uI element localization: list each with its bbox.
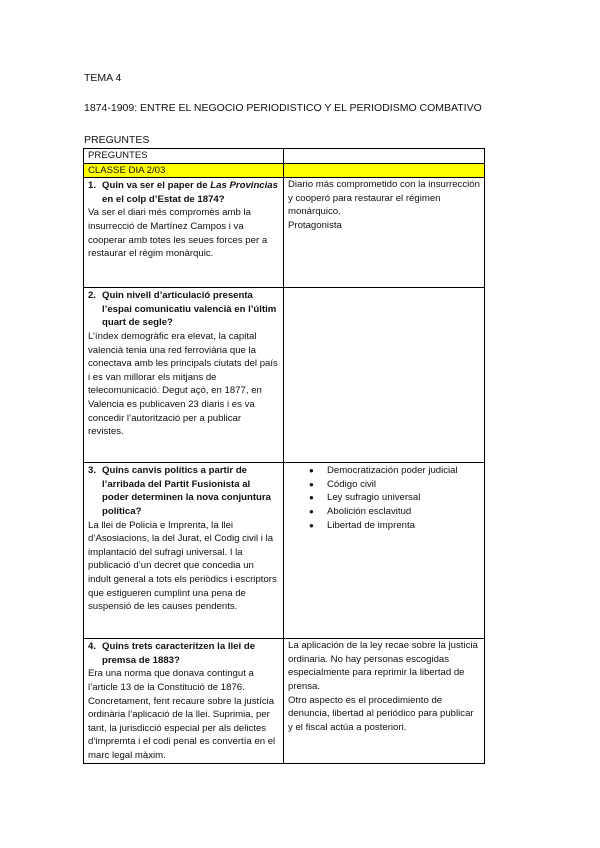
question-heading-4 (88, 639, 279, 667)
table-header-row (84, 149, 485, 164)
note-text: Diario más comprometido con la insurrección y cooperó para restaurar el régimen monárquico. (288, 179, 480, 218)
bullet-item: ● Democratización poder judicial (311, 464, 480, 478)
class-date-empty-cell (284, 163, 485, 178)
table-header-cell: PREGUNTES (84, 149, 284, 164)
question-cell-4 (84, 639, 284, 764)
question-number: 3. (88, 465, 97, 477)
note-text: Otro aspecto es el procedimiento de denuncia, libertad al periódico para publicar y el fiscal actúa a posteriori. (288, 694, 474, 733)
question-number: 1. (88, 180, 97, 192)
question-row-3 (84, 463, 485, 639)
bullet-item: ● Libertad de imprenta (311, 519, 480, 533)
bullet-item: ● Abolición esclavitud (311, 505, 480, 519)
class-date-cell: CLASSE DIA 2/03 (84, 163, 284, 178)
question-cell-2 (84, 288, 284, 463)
question-heading-3 (88, 463, 279, 518)
table-header-empty-cell (284, 149, 485, 164)
class-date-row (84, 163, 485, 178)
bullet-item: ● Código civil (311, 478, 480, 492)
notes-cell-4 (284, 639, 485, 764)
bullet-item: ● Ley sufragio universal (311, 491, 480, 505)
section-heading: PREGUNTES (84, 134, 150, 146)
question-heading-1 (88, 178, 279, 206)
note-text: La aplicación de la ley recae sobre la justicia ordinaria. No hay personas escogidas especialmente para reprimir la libertad de prensa. (288, 640, 478, 692)
question-text: Quin va ser el paper de Las Provincias en el colp d’Estat de 1874? (102, 180, 278, 205)
notes-cell-3 (284, 463, 485, 639)
answer-text: L’índex demogràfic era elevat, la capital valencià tenia una red ferroviària que la conectava amb les principals ciutats del país i es van millorar els mitjans de telecomunicació. Degut açò, en 1877, en Valencia es publicaven 23 diaris i es va concedir l’autorització per a publicar revistes. (88, 330, 278, 438)
question-text: Quin nivell d’articulació presenta l’espai comunicatiu valencià en l’últim quart de segle? (102, 290, 277, 329)
note-text: Protagonista (288, 219, 342, 231)
question-cell-1 (84, 178, 284, 288)
question-number: 4. (88, 641, 97, 653)
tema-title: TEMA 4 (84, 72, 122, 84)
question-heading-2 (88, 288, 279, 330)
question-text: Quins trets caracteritzen la llei de premsa de 1883? (102, 641, 256, 666)
answer-text: Va ser el diari més compromès amb la insurrecció de Martínez Campos i va cooperar amb totes les seues forces per a restaurar el règim monàrquic. (88, 207, 268, 260)
question-row-2 (84, 288, 485, 463)
answer-text: La llei de Policia e Imprenta, la llei d’Asosiacions, la del Jurat, el Codig civil i la implantació del sufragi universal. I la publicació d’un decret que concedia un indult general a tots els periòdics i escriptors que estigueren cumplint una pena de suspensió de les causes pendents. (88, 519, 277, 613)
notes-cell-1 (284, 178, 485, 288)
questions-table (83, 148, 485, 764)
question-cell-3 (84, 463, 284, 639)
question-number: 2. (88, 290, 97, 302)
question-row-4 (84, 639, 485, 764)
question-row-1 (84, 178, 485, 288)
bullet-list (288, 463, 480, 532)
notes-cell-2 (284, 288, 485, 463)
answer-text: Era una norma que donava contingut a l’article 13 de la Constitució de 1876. Concretament, fent recaure sobre la justícia ordinària l’aplicació de la llei. Suprimia, per tant, la jurisdicció especial per als delictes d’impremta i el codi penal es convertía en el marc legal màxim. (88, 668, 276, 761)
question-text: Quins canvis polítics a partir de l’arribada del Partit Fusionista al poder determinen la nova conjuntura política? (102, 465, 271, 517)
newspaper-title: Las Provincias (210, 180, 278, 192)
topic-subtitle: 1874-1909: ENTRE EL NEGOCIO PERIODISTICO Y EL PERIODISMO COMBATIVO (84, 102, 482, 114)
